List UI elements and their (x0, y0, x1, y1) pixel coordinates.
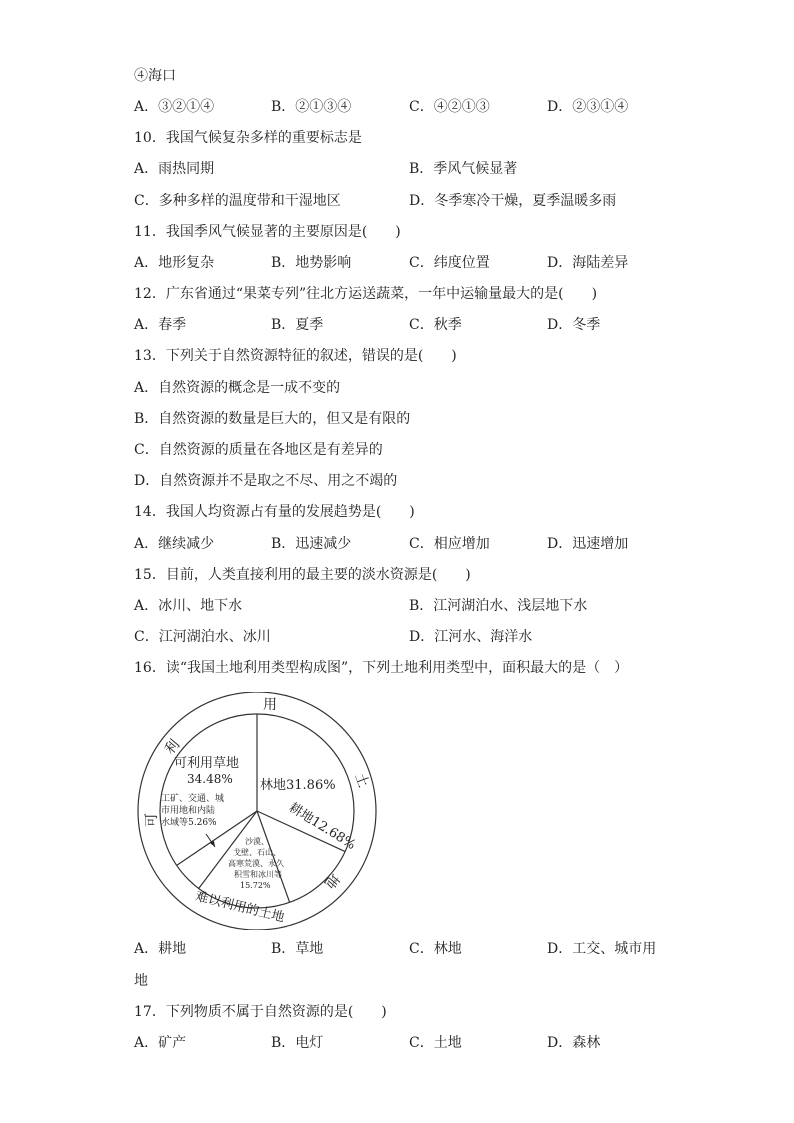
q15-option-b[interactable]: B．江河湖泊水、浅层地下水 (409, 598, 588, 614)
q15-option-d[interactable]: D．江河水、海洋水 (409, 629, 533, 645)
q14-option-b[interactable]: B．迅速减少 (271, 536, 352, 552)
q10-option-d[interactable]: D．冬季寒冷干燥，夏季温暖多雨 (409, 193, 617, 209)
slice-label-desert-4: 积雪和冰川等 (234, 870, 282, 879)
q14-stem: 14．我国人均资源占有量的发展趋势是( ) (134, 504, 415, 520)
ring-unusable-label: 难以利用的土地 (193, 889, 286, 926)
q14-option-c[interactable]: C．相应增加 (409, 536, 490, 552)
q13-stem: 13．下列关于自然资源特征的叙述，错误的是( ) (134, 348, 457, 364)
land-use-pie-svg (134, 692, 380, 930)
q9-option-c[interactable]: C．④②①③ (409, 99, 490, 115)
q15-option-c[interactable]: C．江河湖泊水、冰川 (134, 629, 271, 645)
q9-option-d[interactable]: D．②③①④ (547, 99, 629, 115)
q9-option-b[interactable]: B．②①③④ (271, 99, 352, 115)
slice-label-grassland-1: 可利用草地 (174, 756, 240, 771)
ring-char-5: 地 (320, 870, 343, 892)
q15-stem: 15．目前，人类直接利用的最主要的淡水资源是( ) (134, 567, 471, 583)
q11-option-c[interactable]: C．纬度位置 (409, 255, 490, 271)
ring-char-4: 土 (351, 770, 372, 790)
q17-option-d[interactable]: D．森林 (547, 1035, 601, 1051)
slice-label-industrial-1: 工矿、交通、城 (161, 794, 225, 804)
slice-label-industrial-2: 市用地和内陆 (161, 806, 216, 816)
q16-option-d[interactable]: D．工交、城市用 (547, 941, 657, 957)
q10-option-b[interactable]: B．季风气候显著 (409, 161, 518, 177)
q16-option-b[interactable]: B．草地 (271, 941, 324, 957)
slice-label-desert-3: 高寒荒漠、永久 (228, 859, 284, 868)
q13-option-d[interactable]: D．自然资源并不是取之不尽、用之不竭的 (134, 473, 398, 489)
ring-char-1: 可 (144, 813, 160, 827)
slice-label-industrial-3: 水域等5.26% (161, 818, 217, 828)
q12-stem: 12．广东省通过“果菜专列”往北方运送蔬菜，一年中运输量最大的是( ) (134, 286, 598, 302)
q11-option-d[interactable]: D．海陆差异 (547, 255, 629, 271)
q14-option-d[interactable]: D．迅速增加 (547, 536, 629, 552)
slice-label-farmland: 耕地12.68% (286, 800, 359, 854)
slice-label-desert-5: 15.72% (240, 881, 271, 890)
q10-stem: 10．我国气候复杂多样的重要标志是 (134, 130, 362, 146)
q16-option-a[interactable]: A．耕地 (134, 941, 187, 957)
q10-option-c[interactable]: C．多种多样的温度带和干湿地区 (134, 193, 341, 209)
ring-char-2: 利 (161, 736, 184, 758)
q12-option-d[interactable]: D．冬季 (547, 317, 601, 333)
slice-label-forest: 林地31.86% (260, 778, 336, 793)
q17-option-c[interactable]: C．土地 (409, 1035, 462, 1051)
q17-stem: 17．下列物质不属于自然资源的是( ) (134, 1004, 387, 1020)
q11-option-a[interactable]: A．地形复杂 (134, 255, 215, 271)
ring-char-3: 用 (263, 697, 277, 713)
q15-option-a[interactable]: A．冰川、地下水 (134, 598, 243, 614)
q16-stem: 16．读“我国土地利用类型构成图”，下列土地利用类型中，面积最大的是（ ） (134, 660, 629, 676)
slice-label-desert-1: 沙漠、 (245, 837, 269, 846)
q10-option-a[interactable]: A．雨热同期 (134, 161, 215, 177)
q14-option-a[interactable]: A．继续减少 (134, 536, 215, 552)
q12-option-a[interactable]: A．春季 (134, 317, 187, 333)
q9-item4: ④海口 (134, 68, 176, 84)
q11-option-b[interactable]: B．地势影响 (271, 255, 352, 271)
q13-option-c[interactable]: C．自然资源的质量在各地区是有差异的 (134, 442, 383, 458)
slice-label-grassland-2: 34.48% (187, 772, 233, 786)
q13-option-b[interactable]: B．自然资源的数量是巨大的，但又是有限的 (134, 411, 411, 427)
q16-option-d-wrap: 地 (134, 973, 148, 989)
q12-option-b[interactable]: B．夏季 (271, 317, 324, 333)
land-use-pie-chart (134, 692, 380, 930)
q17-option-a[interactable]: A．矿产 (134, 1035, 187, 1051)
slice-label-desert-2: 戈壁、石山、 (233, 848, 281, 857)
q16-option-c[interactable]: C．林地 (409, 941, 462, 957)
q13-option-a[interactable]: A．自然资源的概念是一成不变的 (134, 380, 341, 396)
q11-stem: 11．我国季风气候显著的主要原因是( ) (134, 224, 401, 240)
q17-option-b[interactable]: B．电灯 (271, 1035, 324, 1051)
q9-option-a[interactable]: A．③②①④ (134, 99, 215, 115)
q12-option-c[interactable]: C．秋季 (409, 317, 462, 333)
